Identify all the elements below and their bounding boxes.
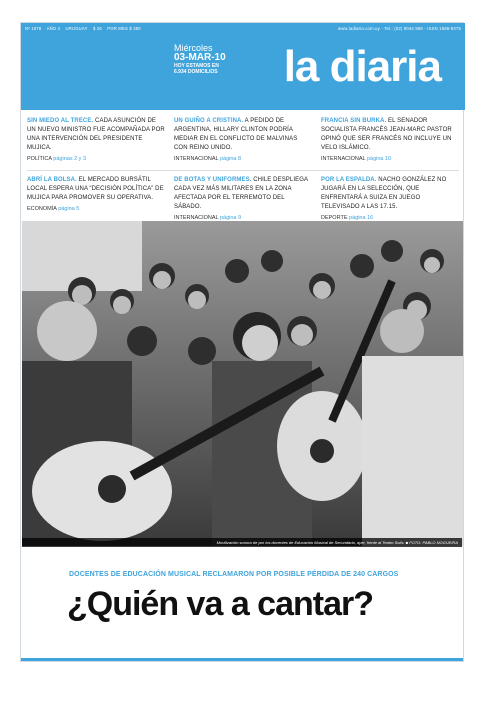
teaser-francia[interactable] — [321, 117, 459, 164]
edition-info — [25, 26, 145, 31]
teaser-text: EL MERCADO BURSÁTIL LOCAL ESPERA UNA “DECISIÓN POLÍTICA” DE MUJICA PARA PROMOVER SU OPERATIVA. — [27, 177, 164, 201]
teaser-text: EL SENADOR SOCIALISTA FRANCÉS JEAN-MARC PASTOR OPINÓ QUE SER FRANCÉS NO INCLUYE UN VELO ISLÁMICO. — [321, 118, 452, 151]
masthead — [21, 33, 465, 110]
teaser-section: POLÍTICA — [27, 156, 52, 162]
teaser-text: NACHO GONZÁLEZ NO JUGARÁ EN LA SELECCIÓN, QUE ENFRENTARÁ A SUIZA EN JUEGO TELEVISADO A LAS 17.15. — [321, 177, 447, 210]
divider — [27, 170, 459, 171]
teaser-chile[interactable] — [174, 176, 312, 223]
front-page — [20, 22, 464, 662]
teaser-section: DEPORTE — [321, 215, 348, 221]
photo-caption: Movilización sonora de por los docentes de Educación Musical de Secundaria, ayer, frente al Teatro Solís. ■ FOTO: PABLO NOGUEIRA — [22, 538, 462, 547]
teaser-pages: página 10 — [366, 156, 392, 162]
date-block — [174, 43, 226, 75]
teaser-section: INTERNACIONAL — [174, 215, 219, 221]
price-label: $ 25 — [92, 25, 102, 31]
teaser-row-1 — [27, 117, 459, 164]
teaser-head: DE BOTAS Y UNIFORMES. — [174, 177, 252, 183]
teaser-malvinas[interactable] — [174, 117, 312, 164]
teaser-head: ABRÍ LA BOLSA. — [27, 177, 77, 183]
teaser-text: CHILE DESPLIEGA CADA VEZ MÁS MILITARES EN LA ZONA AFECTADA POR EL TERREMOTO DEL SÁBADO. — [174, 177, 308, 210]
teaser-politica[interactable] — [27, 117, 165, 164]
teaser-head: POR LA ESPALDA. — [321, 177, 377, 183]
newspaper-logo: la diaria — [283, 42, 441, 91]
teaser-head: SIN MIEDO AL TRECE. — [27, 118, 94, 124]
protest-photo-illustration — [22, 221, 463, 546]
news-teasers — [27, 117, 459, 229]
teaser-pages: página 9 — [219, 215, 242, 221]
contact-info: www.ladiaria.com.uy - Tel.: (02) 9044 888 - ISSN 1688-8375 — [337, 25, 461, 31]
circulation-line-2: 6.934 DOMICILIOS — [174, 69, 218, 75]
teaser-head: FRANCIA SIN BURKA. — [321, 118, 387, 124]
teaser-text: A PEDIDO DE ARGENTINA, HILLARY CLINTON PODRÍA MEDIAR EN EL CONFLICTO DE MALVINAS CON REINO UNIDO. — [174, 118, 298, 151]
teaser-section: ECONOMÍA — [27, 206, 57, 212]
circulation-line-1: HOY ESTAMOS EN — [174, 63, 219, 69]
bottom-accent-bar — [21, 658, 463, 661]
weekday: Miércoles — [174, 43, 213, 53]
teaser-pages: página 8 — [219, 156, 242, 162]
teaser-text: CADA ASUNCIÓN DE UN NUEVO MINISTRO FUE ACOMPAÑADA POR UNA INTERVENCIÓN DEL PRESIDENTE MUJICA. — [27, 118, 165, 151]
teaser-pages: página 5 — [58, 206, 80, 212]
teaser-economia[interactable] — [27, 176, 165, 223]
teaser-pages: páginas 2 y 3 — [53, 156, 87, 162]
issue-date: 03-MAR-10 — [174, 52, 226, 63]
teaser-head: UN GUIÑO A CRISTINA. — [174, 118, 244, 124]
year-label: AÑO 4 — [46, 25, 61, 31]
country-label: URUGUAY — [65, 25, 88, 31]
issue-number: Nº 1878 — [25, 25, 42, 31]
teaser-deporte[interactable] — [321, 176, 459, 223]
teaser-pages: página 16 — [349, 215, 374, 221]
lead-headline[interactable]: ¿Quién va a cantar? — [67, 585, 373, 623]
lead-kicker: DOCENTES DE EDUCACIÓN MUSICAL RECLAMARON POR POSIBLE PÉRDIDA DE 240 CARGOS — [69, 571, 399, 578]
teaser-section: INTERNACIONAL — [321, 156, 366, 162]
teaser-row-2 — [27, 176, 459, 223]
teaser-section: INTERNACIONAL — [174, 156, 219, 162]
lead-photo[interactable] — [22, 221, 463, 546]
top-info-bar — [21, 23, 465, 33]
subscription-label: POR MES $ 360 — [107, 25, 141, 31]
